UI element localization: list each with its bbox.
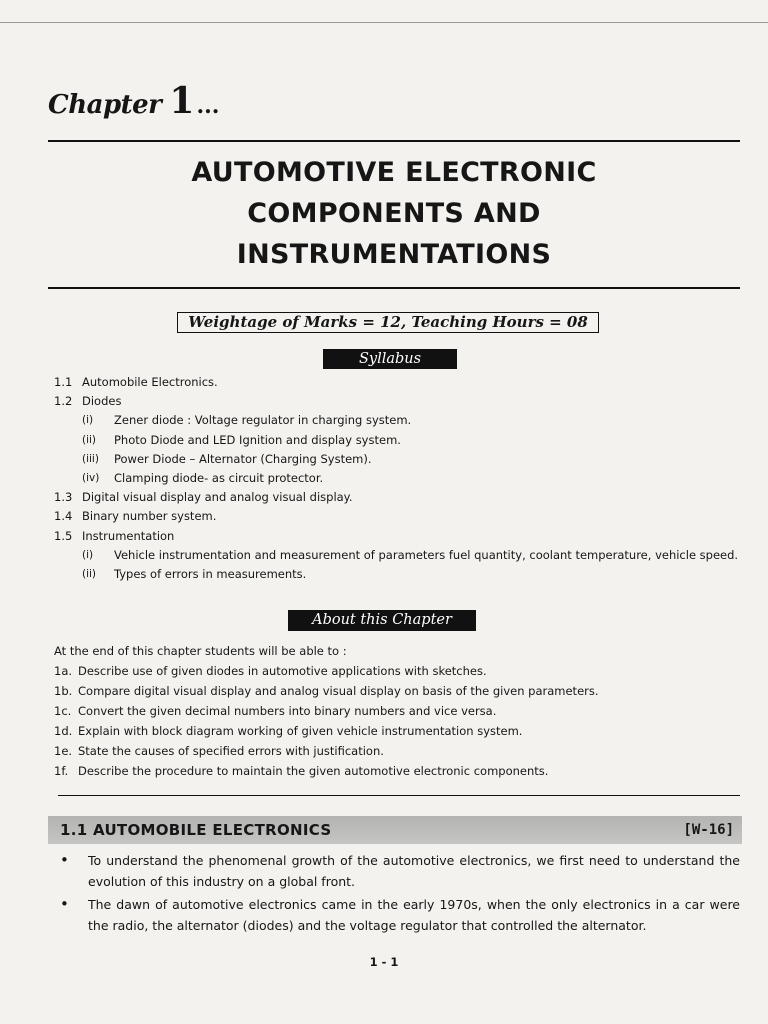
bullet-icon: •	[60, 895, 69, 913]
section-title: 1.1 AUTOMOBILE ELECTRONICS	[60, 821, 332, 839]
syllabus-item	[54, 373, 744, 392]
syllabus-item-text: Automobile Electronics.	[82, 375, 218, 389]
outcome-item	[54, 661, 744, 681]
syllabus-item-number: 1.5	[54, 528, 73, 543]
syllabus-tag: Syllabus	[323, 349, 457, 369]
syllabus-subitem	[54, 469, 744, 488]
outcomes-bottom-rule	[58, 795, 740, 796]
learning-outcomes	[54, 641, 744, 781]
outcome-item	[54, 741, 744, 761]
syllabus-list	[54, 373, 744, 584]
subitem-numeral: (i)	[82, 548, 94, 561]
syllabus-item-text: Instrumentation	[82, 528, 175, 543]
outcome-number: 1b.	[54, 684, 73, 698]
bullet-item	[58, 850, 740, 892]
syllabus-item-text: Binary number system.	[82, 509, 217, 524]
weightage-box: Weightage of Marks = 12, Teaching Hours = 08	[177, 312, 599, 333]
outcomes-intro: At the end of this chapter students will be able to :	[54, 644, 347, 658]
syllabus-item-text: Digital visual display and analog visual display.	[82, 490, 353, 505]
outcome-text: Compare digital visual display and analog visual display on basis of the given parameters.	[78, 684, 599, 698]
chapter-title-line-2: COMPONENTS AND	[247, 198, 541, 229]
subitem-text: Types of errors in measurements.	[114, 567, 307, 582]
syllabus-subitem	[54, 431, 744, 450]
chapter-title	[48, 152, 740, 275]
syllabus-item	[54, 392, 744, 411]
syllabus-subitem	[54, 565, 744, 584]
about-chapter-tag: About this Chapter	[288, 610, 476, 631]
section-heading-bar	[48, 816, 742, 844]
syllabus-item-number: 1.3	[54, 490, 73, 505]
bullet-text: To understand the phenomenal growth of the automotive electronics, we first need to understand the evolution of this industry on a global front.	[88, 853, 740, 889]
subitem-text: Vehicle instrumentation and measurement of parameters fuel quantity, coolant temperature, vehicle speed.	[114, 547, 739, 562]
outcome-number: 1d.	[54, 724, 73, 738]
subitem-numeral: (iv)	[82, 472, 100, 485]
chapter-title-line-1: AUTOMOTIVE ELECTRONIC	[191, 157, 597, 188]
outcome-number: 1f.	[54, 764, 69, 778]
chapter-word: Chapter	[48, 90, 162, 120]
outcome-text: Convert the given decimal numbers into binary numbers and vice versa.	[78, 704, 497, 718]
outcome-text: Describe the procedure to maintain the given automotive electronic components.	[78, 764, 549, 778]
subitem-numeral: (iii)	[82, 452, 99, 465]
outcome-item	[54, 701, 744, 721]
bullet-item	[58, 894, 740, 936]
section-exam-ref: [W-16]	[683, 822, 734, 838]
syllabus-item	[54, 527, 744, 546]
chapter-dots: ...	[196, 93, 220, 119]
subitem-numeral: (ii)	[82, 568, 97, 581]
bullet-icon: •	[60, 851, 69, 869]
syllabus-subitem	[54, 411, 744, 430]
outcome-number: 1e.	[54, 744, 73, 758]
outcome-number: 1c.	[54, 704, 72, 718]
page-number: 1 - 1	[369, 955, 399, 969]
section-body	[58, 850, 740, 938]
chapter-number: 1	[169, 80, 195, 122]
chapter-heading	[48, 80, 219, 122]
syllabus-item	[54, 488, 744, 507]
syllabus-item-number: 1.4	[54, 509, 73, 524]
syllabus-item-text: Diodes	[82, 394, 122, 409]
title-top-rule	[48, 140, 740, 142]
outcome-number: 1a.	[54, 664, 73, 678]
syllabus-subitem	[54, 450, 744, 469]
syllabus-item-number: 1.1	[54, 375, 73, 389]
syllabus-item	[54, 507, 744, 526]
bullet-text: The dawn of automotive electronics came in the early 1970s, when the only electronics in a car were the radio, the alternator (diodes) and the voltage regulator that controlled the alternator.	[88, 897, 740, 933]
subitem-text: Clamping diode- as circuit protector.	[114, 471, 324, 486]
page-top-edge	[0, 22, 768, 23]
syllabus-subitem	[54, 546, 744, 565]
subitem-numeral: (ii)	[82, 433, 97, 446]
subitem-text: Zener diode : Voltage regulator in charging system.	[114, 413, 412, 428]
outcome-item	[54, 681, 744, 701]
syllabus-item-number: 1.2	[54, 394, 73, 409]
title-bottom-rule	[48, 287, 740, 289]
subitem-text: Power Diode – Alternator (Charging System).	[114, 451, 372, 466]
chapter-title-line-3: INSTRUMENTATIONS	[236, 239, 552, 270]
outcome-text: State the causes of specified errors with justification.	[78, 744, 384, 758]
subitem-numeral: (i)	[82, 414, 94, 427]
outcome-item	[54, 761, 744, 781]
outcome-text: Explain with block diagram working of given vehicle instrumentation system.	[78, 724, 523, 738]
outcome-text: Describe use of given diodes in automotive applications with sketches.	[78, 664, 487, 678]
subitem-text: Photo Diode and LED Ignition and display system.	[114, 432, 401, 447]
outcome-item	[54, 721, 744, 741]
